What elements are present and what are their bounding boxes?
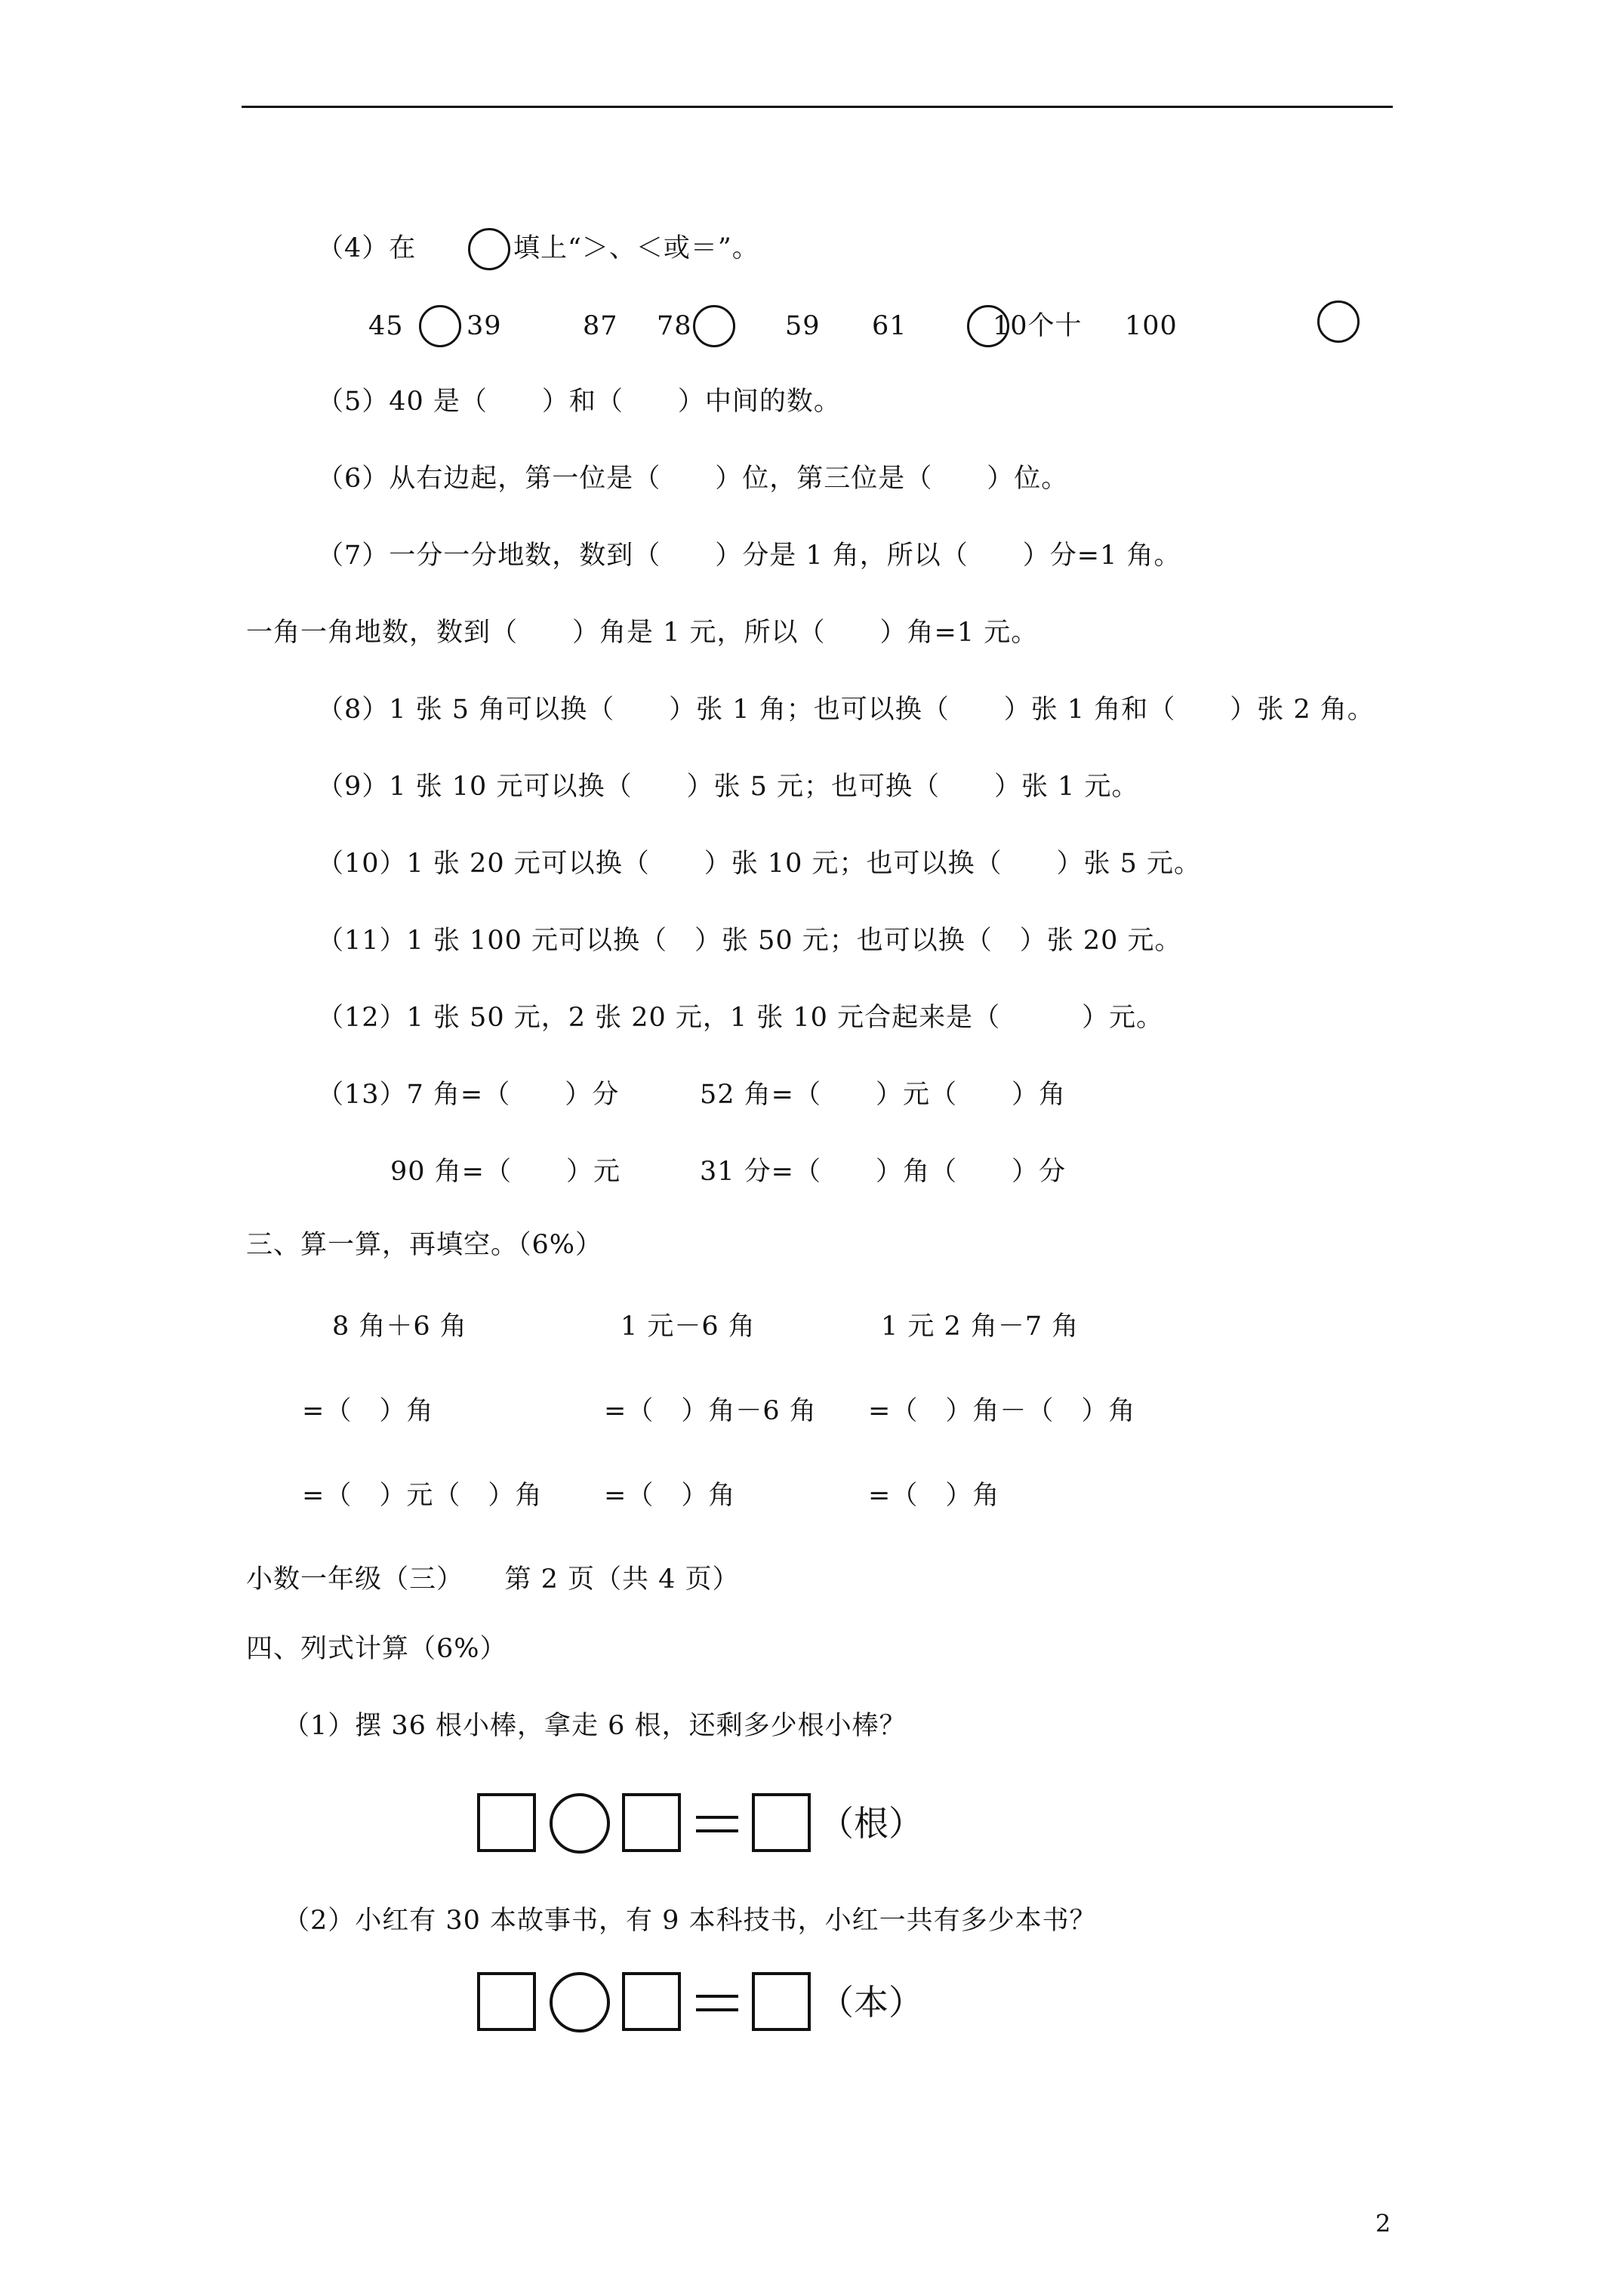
question-7b: 一角一角地数，数到（ ）角是 1 元，所以（ ）角=1 元。 — [246, 618, 1039, 648]
problem-1: （1）摆 36 根小棒，拿走 6 根，还剩多少根小棒？ — [283, 1711, 907, 1741]
compare-circle-1[interactable] — [419, 305, 461, 347]
question-5: （5）40 是（ ）和（ ）中间的数。 — [317, 387, 841, 417]
compare-circle-4[interactable] — [1317, 300, 1360, 343]
compare-right-1: 39 — [467, 311, 502, 341]
equals-sign-1 — [696, 1816, 738, 1832]
header-rule — [242, 106, 1393, 108]
compare-left-4: 10个十 — [993, 311, 1083, 341]
page-number: 2 — [1375, 2209, 1391, 2238]
q4-suffix: 填上“＞、＜或＝”。 — [513, 233, 759, 264]
q4-example-circle — [468, 228, 510, 270]
compare-circle-2[interactable] — [693, 305, 735, 347]
page-footer: 小数一年级（三） 第 2 页（共 4 页） — [246, 1564, 740, 1595]
answer-box-2b[interactable] — [622, 1972, 681, 2031]
calc-2-expr: 1 元－6 角 — [621, 1311, 756, 1342]
section-4-title: 四、列式计算（6%） — [246, 1634, 507, 1664]
section-3-title: 三、算一算，再填空。（6%） — [246, 1230, 603, 1260]
answer-box-1b[interactable] — [622, 1793, 681, 1852]
calc-2-step1: =（ ）角－6 角 — [604, 1396, 817, 1426]
compare-right-2: 78 — [657, 311, 692, 341]
answer-box-2a[interactable] — [477, 1972, 536, 2031]
compare-circle-3[interactable] — [967, 305, 1009, 347]
answer-box-2c[interactable] — [752, 1972, 811, 2031]
question-13a-part1: （13）7 角=（ ）分 — [317, 1080, 620, 1110]
question-6: （6）从右边起，第一位是（ ）位，第三位是（ ）位。 — [317, 464, 1069, 494]
calc-2-step2: =（ ）角 — [604, 1481, 736, 1511]
question-10: （10）1 张 20 元可以换（ ）张 10 元；也可以换（ ）张 5 元。 — [317, 849, 1202, 879]
answer-box-1a[interactable] — [477, 1793, 536, 1852]
question-13b-part1: 90 角=（ ）元 — [390, 1157, 621, 1187]
q4-prefix: （4）在 — [317, 233, 417, 264]
calc-3-step2: =（ ）角 — [868, 1481, 1000, 1511]
question-12: （12）1 张 50 元，2 张 20 元，1 张 10 元合起来是（ ）元。 — [317, 1003, 1164, 1033]
compare-left-3: 59 — [785, 311, 821, 341]
unit-2: （本） — [819, 1982, 923, 2023]
operator-circle-1[interactable] — [550, 1793, 610, 1854]
answer-box-1c[interactable] — [752, 1793, 811, 1852]
question-8: （8）1 张 5 角可以换（ ）张 1 角；也可以换（ ）张 1 角和（ ）张 2 角。 — [317, 695, 1375, 725]
operator-circle-2[interactable] — [550, 1972, 610, 2032]
question-13b-part2: 31 分=（ ）角（ ）分 — [700, 1157, 1066, 1187]
calc-1-step1: =（ ）角 — [302, 1396, 434, 1426]
problem-2: （2）小红有 30 本故事书，有 9 本科技书，小红一共有多少本书？ — [283, 1906, 1097, 1936]
compare-right-3: 61 — [872, 311, 907, 341]
equals-sign-2 — [696, 1995, 738, 2011]
calc-3-expr: 1 元 2 角－7 角 — [881, 1311, 1079, 1342]
compare-left-1: 45 — [368, 311, 404, 341]
compare-left-2: 87 — [583, 311, 618, 341]
question-13a-part2: 52 角=（ ）元（ ）角 — [700, 1080, 1066, 1110]
question-11: （11）1 张 100 元可以换（ ）张 50 元；也可以换（ ）张 20 元。 — [317, 926, 1182, 956]
calc-3-step1: =（ ）角－（ ）角 — [868, 1396, 1136, 1426]
unit-1: （根） — [819, 1803, 923, 1844]
question-7a: （7）一分一分地数，数到（ ）分是 1 角，所以（ ）分=1 角。 — [317, 541, 1181, 571]
compare-right-4: 100 — [1125, 311, 1178, 341]
question-9: （9）1 张 10 元可以换（ ）张 5 元；也可换（ ）张 1 元。 — [317, 772, 1139, 802]
calc-1-expr: 8 角＋6 角 — [332, 1311, 467, 1342]
calc-1-step2: =（ ）元（ ）角 — [302, 1481, 543, 1511]
